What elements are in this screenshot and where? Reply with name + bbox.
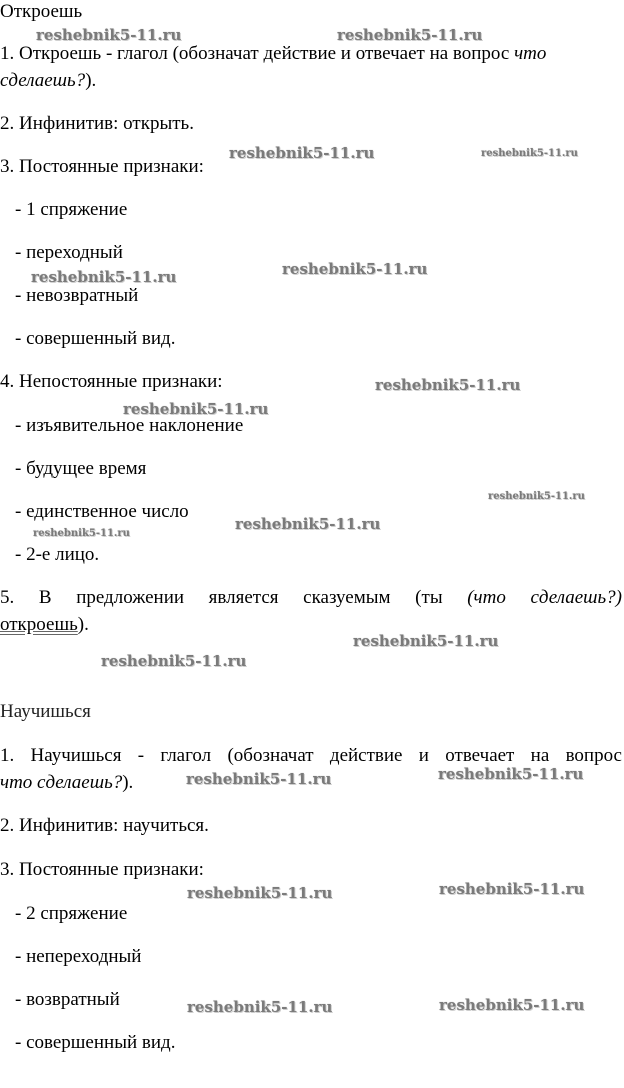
watermark: reshebnik5-11.ru — [438, 765, 584, 783]
word2-const-item: - непереходный — [15, 946, 142, 967]
word2-infinitive: 2. Инфинитив: научиться. — [0, 815, 209, 836]
word1-paragraph-5-line-1 — [0, 587, 622, 609]
watermark: reshebnik5-11.ru — [186, 770, 332, 788]
watermark: reshebnik5-11.ru — [31, 268, 177, 286]
watermark: reshebnik5-11.ru — [229, 144, 375, 162]
word1-constant-features-heading: 3. Постоянные признаки: — [0, 156, 204, 177]
watermark: reshebnik5-11.ru — [187, 884, 333, 902]
watermark: reshebnik5-11.ru — [33, 528, 130, 539]
watermark: reshebnik5-11.ru — [187, 998, 333, 1016]
word2-paragraph-1-line-1 — [0, 745, 622, 767]
watermark: reshebnik5-11.ru — [123, 400, 269, 418]
word1-p1-end: ). — [85, 70, 97, 91]
watermark: reshebnik5-11.ru — [101, 652, 247, 670]
word1-nonconst-item: - 2-е лицо. — [15, 544, 100, 565]
word1-const-item: - 1 спряжение — [15, 199, 128, 220]
watermark: reshebnik5-11.ru — [282, 260, 428, 278]
word2-paragraph-1-line-2 — [0, 772, 133, 794]
watermark: reshebnik5-11.ru — [353, 632, 499, 650]
word1-nonconst-item: - будущее время — [15, 458, 147, 479]
word2-const-item: - 2 спряжение — [15, 903, 128, 924]
word1-paragraph-1-line-1 — [0, 43, 546, 65]
word2-const-item: - совершенный вид. — [15, 1032, 176, 1053]
word1-p5-question: (что сделаешь?) — [467, 587, 622, 608]
word2-p1-question: что сделаешь? — [0, 772, 123, 793]
word1-p1-question-2: сделаешь? — [0, 70, 86, 91]
word2-title: Научишься — [0, 701, 91, 722]
word1-title: Откроешь — [0, 1, 83, 22]
word1-infinitive: 2. Инфинитив: открыть. — [0, 113, 194, 134]
word1-p1-text: 1. Откроешь - глагол (обозначат действие и отвечает на вопрос — [0, 43, 510, 64]
word2-constant-features-heading: 3. Постоянные признаки: — [0, 859, 204, 880]
word1-p5-word: откроешь — [0, 614, 78, 635]
word2-const-item: - возвратный — [15, 989, 120, 1010]
watermark: reshebnik5-11.ru — [439, 996, 585, 1014]
word1-p1-question-1: что — [514, 43, 547, 64]
watermark: reshebnik5-11.ru — [337, 26, 483, 44]
word1-nonconst-item: - изъявительное наклонение — [15, 415, 244, 436]
watermark: reshebnik5-11.ru — [375, 376, 521, 394]
word2-p1-text: 1. Научишься - глагол (обозначат действие и отвечает на вопрос — [0, 745, 622, 766]
word1-p5-end: ). — [77, 614, 89, 635]
word1-const-item: - невозвратный — [15, 285, 139, 306]
word1-const-item: - переходный — [15, 242, 123, 263]
watermark: reshebnik5-11.ru — [439, 880, 585, 898]
watermark: reshebnik5-11.ru — [481, 148, 578, 159]
word1-paragraph-5-line-2 — [0, 614, 89, 636]
watermark: reshebnik5-11.ru — [235, 515, 381, 533]
word2-p1-end: ). — [122, 772, 134, 793]
word1-paragraph-1-line-2 — [0, 70, 96, 92]
word1-const-item: - совершенный вид. — [15, 328, 176, 349]
word1-nonconst-item: - единственное число — [15, 501, 189, 522]
watermark: reshebnik5-11.ru — [36, 26, 182, 44]
word1-p5-text: 5. В предложении является сказуемым (ты — [0, 587, 443, 608]
word1-nonconstant-features-heading: 4. Непостоянные признаки: — [0, 371, 223, 392]
watermark: reshebnik5-11.ru — [488, 491, 585, 502]
